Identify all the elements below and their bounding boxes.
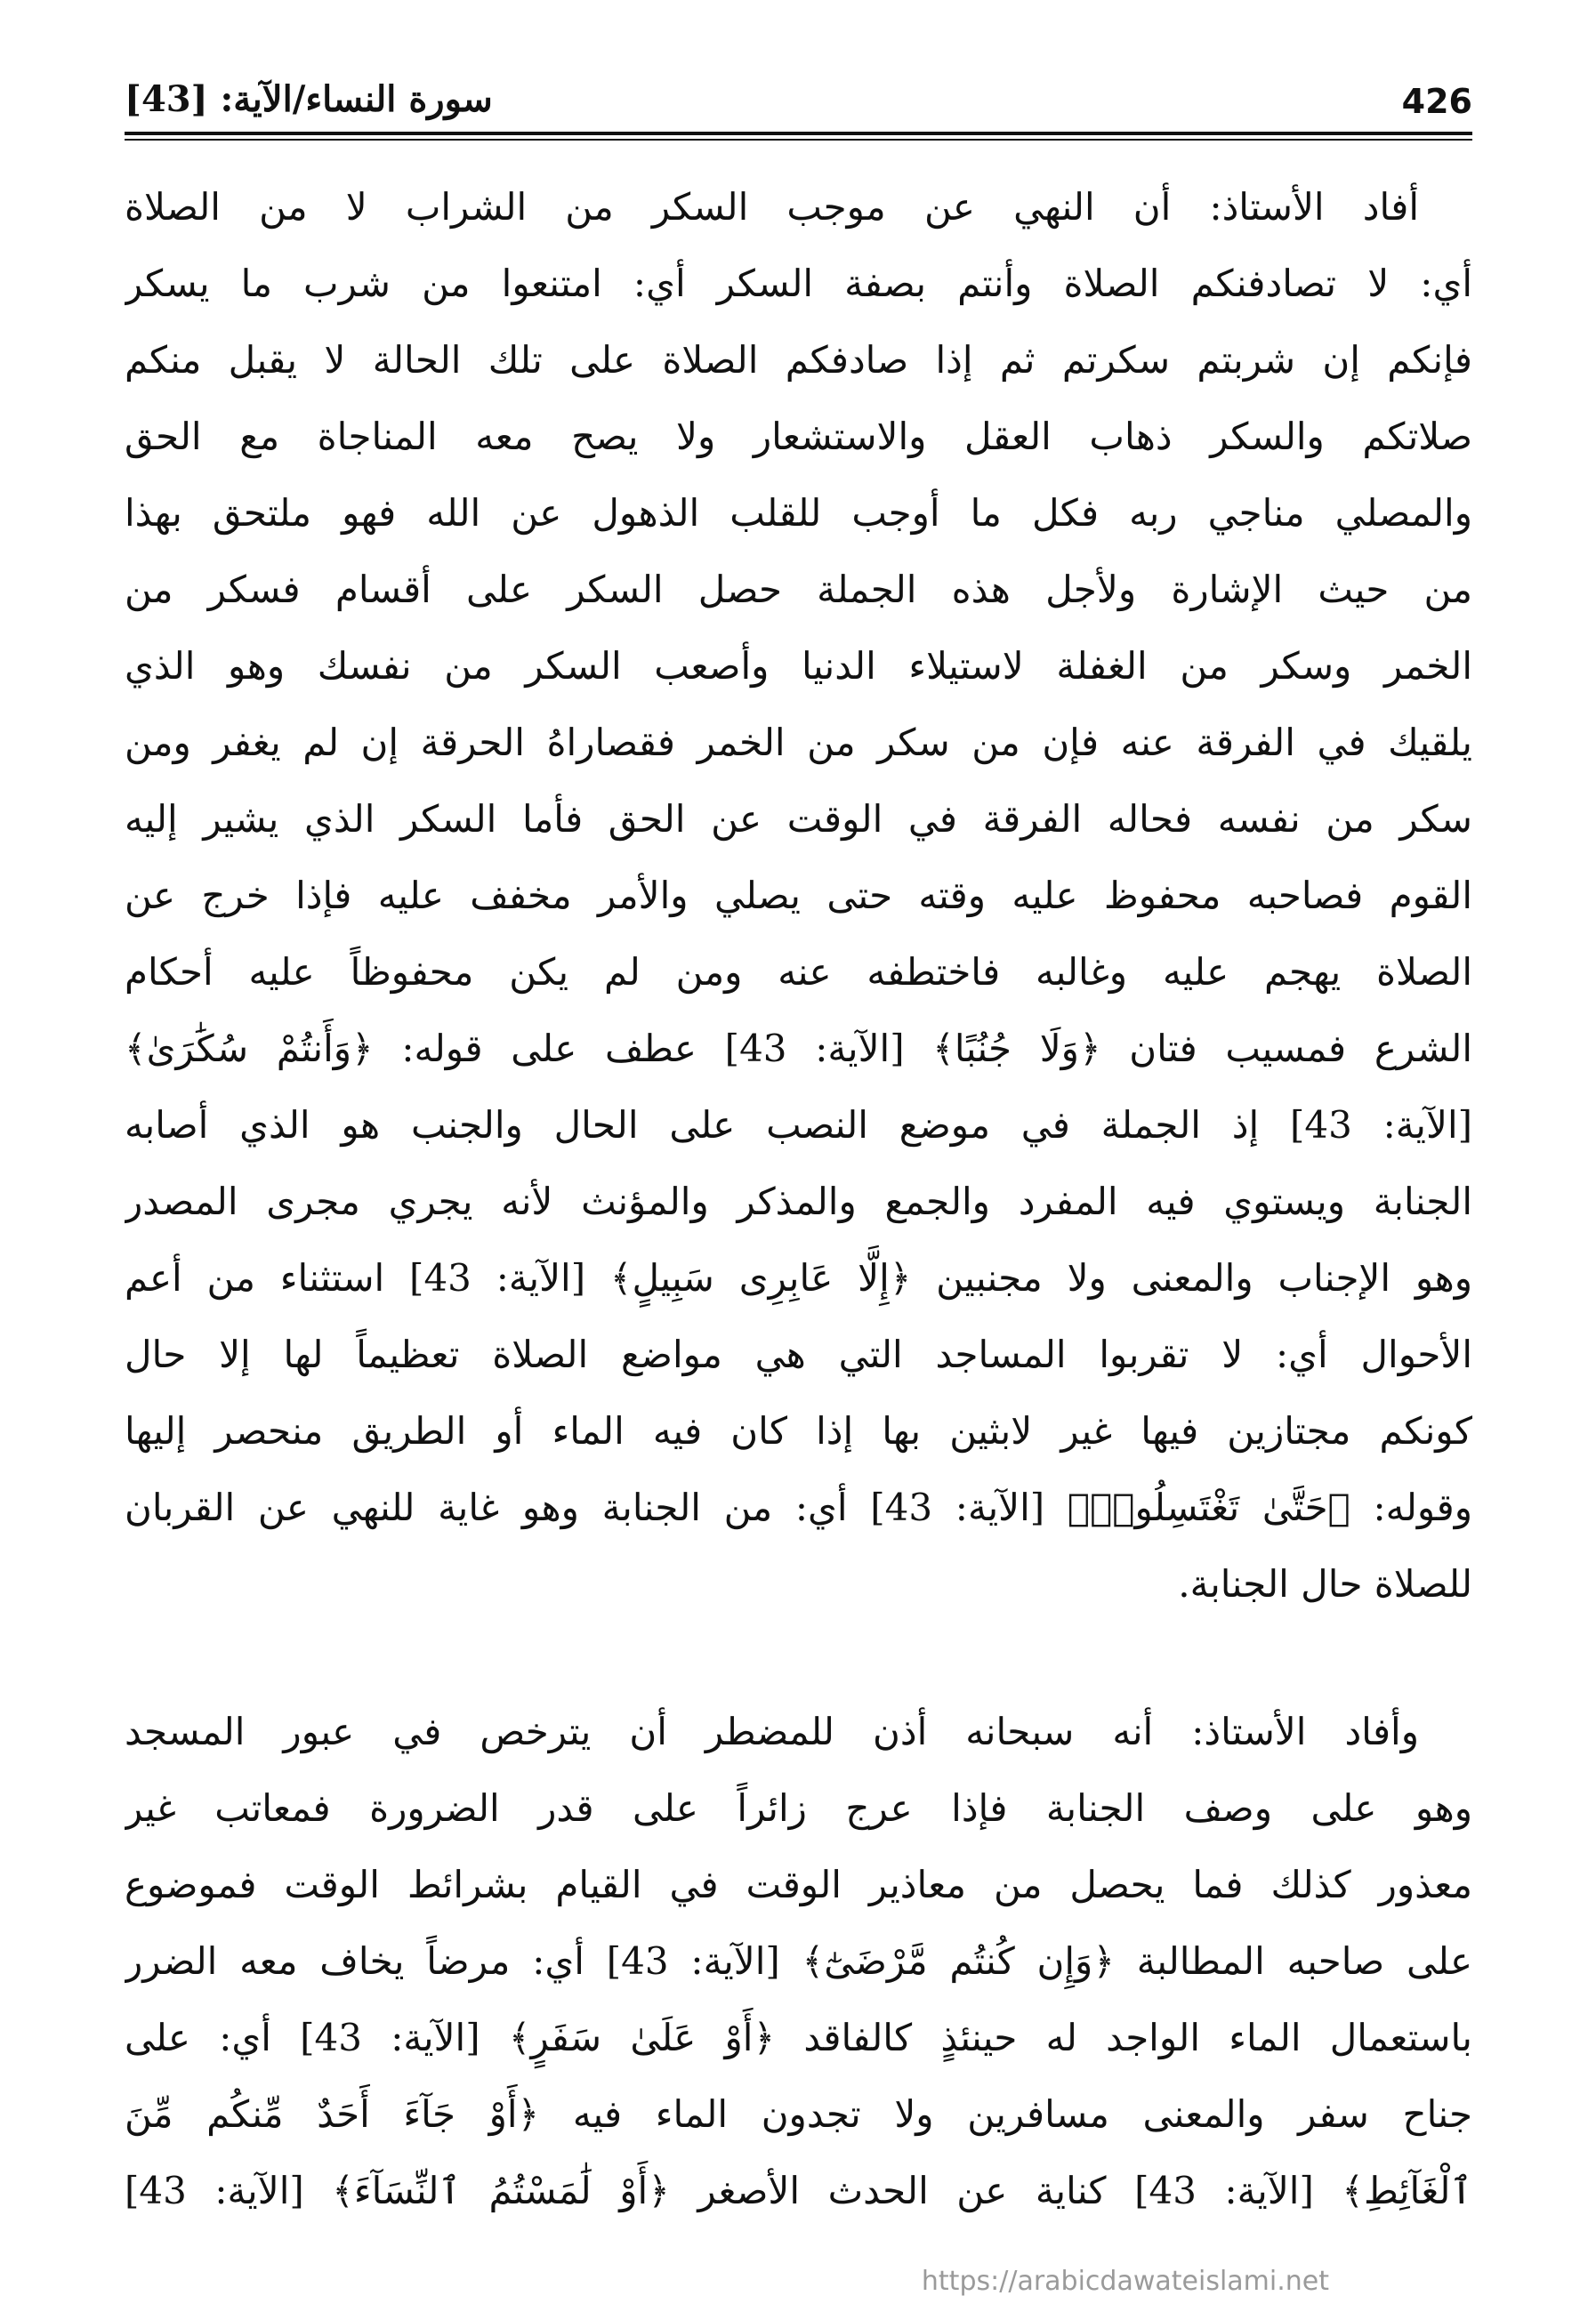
- watermark-url: https://arabicdawateislami.net: [921, 2266, 1329, 2297]
- text-line: الشرع فمسيب فتان ﴿وَلَا جُنُبًا﴾ [الآية: 43] عطف على قوله: ﴿وَأَنتُمْ سُكَٰرَىٰ﴾: [125, 1027, 1472, 1070]
- text-line: الأحوال أي: لا تقربوا المساجد التي هي مواضع الصلاة تعظيماً لها إلا حال: [125, 1333, 1472, 1376]
- header-rule-thick: [125, 132, 1472, 135]
- text-line: الجنابة ويستوي فيه المفرد والجمع والمذكر والمؤنث لأنه يجري مجرى المصدر: [125, 1180, 1472, 1223]
- paragraph-gap: [125, 1623, 1472, 1694]
- running-header: [125, 62, 1472, 133]
- text-line: يلقيك في الفرقة عنه فإن من سكر من الخمر فقصاراهُ الحرقة إن لم يغفر ومن: [125, 721, 1472, 764]
- text-line: فإنكم إن شربتم سكرتم ثم إذا صادفكم الصلاة على تلك الحالة لا يقبل منكم: [125, 338, 1472, 382]
- text-line: وهو الإجناب والمعنى ولا مجنبين ﴿إِلَّا عَابِرِى سَبِيلٍ﴾ [الآية: 43] استثناء من أعم: [125, 1256, 1472, 1300]
- book-page: [125, 62, 1472, 2286]
- text-line: كونكم مجتازين فيها غير لابثين بها إذا كان فيه الماء أو الطريق منحصر إليها: [125, 1409, 1472, 1453]
- text-line: معذور كذلك فما يحصل من معاذير الوقت في القيام بشرائط الوقت فموضوع: [125, 1863, 1472, 1906]
- text-line: أفاد الأستاذ: أن النهي عن موجب السكر من الشراب لا من الصلاة: [125, 185, 1419, 229]
- text-line: صلاتكم والسكر ذهاب العقل والاستشعار ولا يصح معه المناجاة مع الحق: [125, 415, 1472, 458]
- header-rule-thin: [125, 139, 1472, 141]
- paragraph-1: [125, 169, 1472, 1623]
- text-line: على صاحبه المطالبة ﴿وَإِن كُنتُم مَّرْضَىٰٓ﴾ [الآية: 43] أي: مرضاً يخاف معه الضرر: [125, 1939, 1472, 1983]
- text-line: [الآية: 43] إذ الجملة في موضع النصب على الحال والجنب هو الذي أصابه: [125, 1103, 1472, 1147]
- paragraph-2: [125, 1694, 1472, 2229]
- text-line: القوم فصاحبه محفوظ عليه وقته حتى يصلي والأمر مخفف عليه فإذا خرج عن: [125, 874, 1472, 917]
- text-line: وقوله: ﴿حَتَّىٰ تَغْتَسِلُوا۟﴾ [الآية: 43] أي: من الجنابة وهو غاية للنهي عن القربان: [125, 1486, 1472, 1529]
- text-line: الخمر وسكر من الغفلة لاستيلاء الدنيا وأصعب السكر من نفسك وهو الذي: [125, 644, 1472, 688]
- text-line: والمصلي مناجي ربه فكل ما أوجب للقلب الذهول عن الله فهو ملتحق بهذا: [125, 491, 1472, 535]
- body-text: [125, 169, 1472, 2229]
- text-line: الصلاة يهجم عليه وغالبه فاختطفه عنه ومن لم يكن محفوظاً عليه أحكام: [125, 950, 1472, 994]
- text-line: من حيث الإشارة ولأجل هذه الجملة حصل السكر على أقسام فسكر من: [125, 568, 1472, 611]
- text-line: ٱلْغَآئِطِ﴾ [الآية: 43] كناية عن الحدث الأصغر ﴿أَوْ لَٰمَسْتُمُ ٱلنِّسَآءَ﴾ [الآية: 43]: [125, 2169, 1472, 2212]
- text-line: وأفاد الأستاذ: أنه سبحانه أذن للمضطر أن يترخص في عبور المسجد: [125, 1710, 1419, 1753]
- text-line: جناح سفر والمعنى مسافرين ولا تجدون الماء فيه ﴿أَوْ جَآءَ أَحَدٌ مِّنكُم مِّنَ: [125, 2092, 1472, 2136]
- text-line: أي: لا تصادفنكم الصلاة وأنتم بصفة السكر أي: امتنعوا من شرب ما يسكر: [125, 262, 1472, 305]
- text-line: سكر من نفسه فحاله الفرقة في الوقت عن الحق فأما السكر الذي يشير إليه: [125, 797, 1472, 841]
- text-line: للصلاة حال الجنابة.: [1178, 1562, 1472, 1606]
- running-title: سورة النساء/الآية: [43]: [125, 78, 493, 120]
- text-line: وهو على وصف الجنابة فإذا عرج زائراً على قدر الضرورة فمعاتب غير: [125, 1786, 1472, 1830]
- text-line: باستعمال الماء الواجد له حينئذٍ كالفاقد ﴿أَوْ عَلَىٰ سَفَرٍ﴾ [الآية: 43] أي: على: [125, 2016, 1472, 2059]
- page-number: 426: [1401, 82, 1472, 121]
